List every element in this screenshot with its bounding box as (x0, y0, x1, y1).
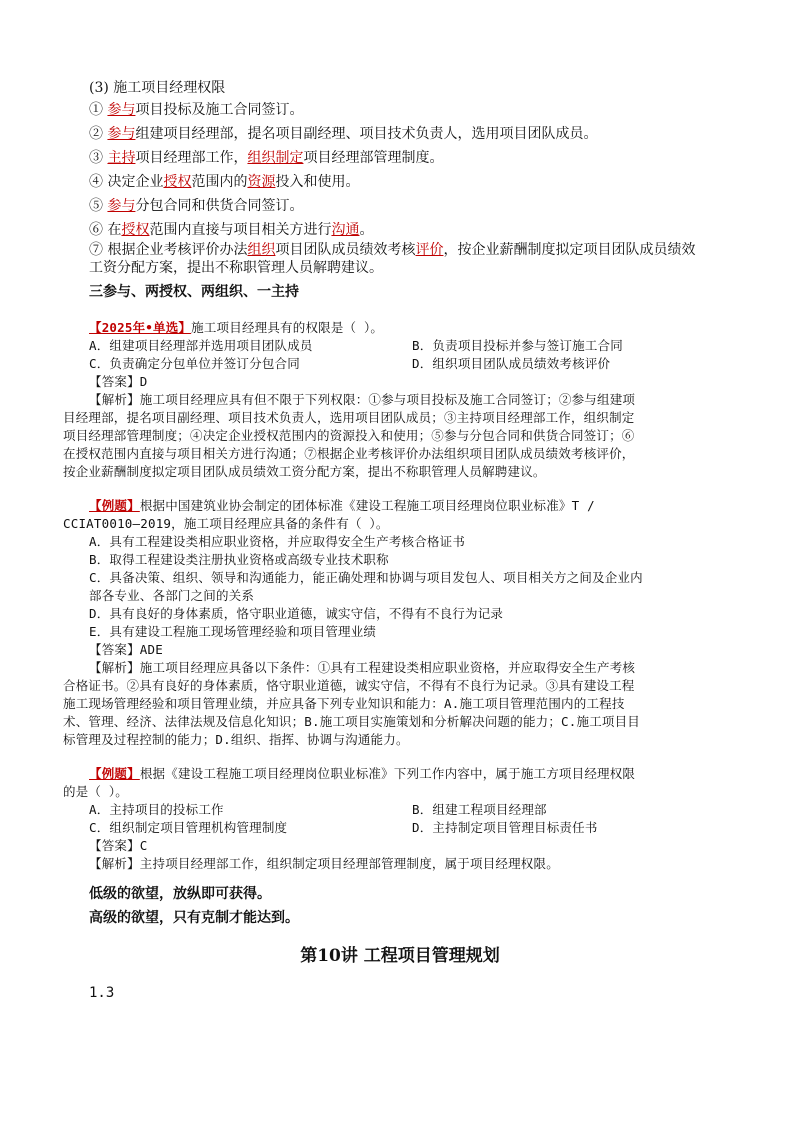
authority-item (89, 124, 597, 144)
answer: 【答案】D (89, 374, 148, 389)
analysis-line: 在授权范围内直接与项目相关方进行沟通；⑦根据企业考核评价办法组织项目团队成员绩效考核评价， (63, 446, 635, 461)
analysis-line: 目经理部，提名项目副经理、项目技术负责人，选用项目团队成员；③主持项目经理部工作，组织制定 (63, 410, 635, 425)
highlight-keyword: 主持 (107, 150, 136, 166)
item-text: 项目经理部工作， (135, 150, 248, 166)
item-number: ⑦ (89, 242, 108, 258)
highlight-keyword: 授权 (121, 222, 150, 238)
option-d: D．具有良好的身体素质，恪守职业道德，诚实守信，不得有不良行为记录 (89, 606, 504, 621)
highlight-keyword: 参与 (107, 126, 136, 142)
question-text-cont: 的是（ ）。 (63, 784, 128, 799)
answer: 【答案】ADE (89, 642, 163, 657)
section-heading: (3) 施工项目经理权限 (89, 80, 226, 96)
question-tag: 【2025年•单选】 (89, 320, 192, 335)
section-number: 1.3 (89, 985, 115, 1001)
authority-item (89, 100, 303, 120)
authority-item (89, 220, 373, 240)
item-number: ⑤ (89, 198, 108, 214)
item-text: 根据企业考核评价办法 (107, 242, 248, 258)
question-tag: 【例题】 (89, 498, 140, 513)
item-number: ⑥ (89, 222, 108, 238)
highlight-keyword: 组织 (247, 242, 276, 258)
option-d: D．主持制定项目管理目标责任书 (412, 820, 598, 835)
analysis-line: 项目经理部管理制度；④决定企业授权范围内的资源投入和使用；⑤参与分包合同和供货合同签订；⑥ (63, 428, 635, 443)
analysis-line: 术、管理、经济、法律法规及信息化知识；B.施工项目实施策划和分析解决问题的能力；C.施工项目目 (63, 714, 641, 729)
question-3-stem (89, 764, 635, 783)
item-text: 范围内直接与项目相关方进行 (149, 222, 332, 238)
summary-mnemonic: 三参与、两授权、两组织、一主持 (89, 284, 299, 300)
item-text: 组建项目经理部，提名项目副经理、项目技术负责人，选用项目团队成员。 (135, 126, 598, 142)
highlight-keyword: 组织制定 (247, 150, 304, 166)
question-2-stem (89, 496, 595, 515)
item-text: 项目团队成员绩效考核 (275, 242, 416, 258)
option-c: C．组织制定项目管理机构管理制度 (89, 820, 288, 835)
highlight-keyword: 授权 (163, 174, 192, 190)
highlight-keyword: 参与 (107, 102, 136, 118)
analysis-line: 施工现场管理经验和项目管理业绩，并应具备下列专业知识和能力：A.施工项目管理范围内的工程技 (63, 696, 625, 711)
answer: 【答案】C (89, 838, 148, 853)
item-text: 分包合同和供货合同签订。 (135, 198, 304, 214)
option-b: B．组建工程项目经理部 (412, 802, 547, 817)
item-number: ② (89, 126, 108, 142)
item-number: ③ (89, 150, 108, 166)
option-c: C．具备决策、组织、领导和沟通能力，能正确处理和协调与项目发包人、项目相关方之间及企业内 (89, 570, 643, 585)
item-text: 投入和使用。 (275, 174, 360, 190)
question-tag: 【例题】 (89, 766, 140, 781)
question-text: 根据《建设工程施工项目经理岗位职业标准》下列工作内容中，属于施工方项目经理权限 (139, 766, 636, 781)
item-text: 决定企业 (107, 174, 164, 190)
analysis-line: 合格证书。②具有良好的身体素质，恪守职业道德，诚实守信，不得有不良行为记录。③具有建设工程 (63, 678, 635, 693)
item-text: 项目投标及施工合同签订。 (135, 102, 304, 118)
analysis-line: 标管理及过程控制的能力；D.组织、指挥、协调与沟通能力。 (63, 732, 409, 747)
authority-item (89, 148, 443, 168)
option-a: A．组建项目经理部并选用项目团队成员 (89, 338, 313, 353)
authority-item (89, 172, 359, 192)
authority-item (89, 240, 695, 260)
analysis-line: 【解析】施工项目经理应具备以下条件：①具有工程建设类相应职业资格，并应取得安全生产考核 (89, 660, 636, 675)
highlight-keyword: 评价 (415, 242, 444, 258)
highlight-keyword: 资源 (247, 174, 276, 190)
analysis-line: 按企业薪酬制度拟定项目团队成员绩效工资分配方案，提出不称职管理人员解聘建议。 (63, 464, 546, 479)
option-a: A．具有工程建设类相应职业资格，并应取得安全生产考核合格证书 (89, 534, 466, 549)
analysis-line: 【解析】施工项目经理应具有但不限于下列权限：①参与项目投标及施工合同签订；②参与组建项 (89, 392, 636, 407)
option-a: A．主持项目的投标工作 (89, 802, 224, 817)
question-text: 根据中国建筑业协会制定的团体标准《建设工程施工项目经理岗位职业标准》T / (139, 498, 595, 513)
option-b: B．负责项目投标并参与签订施工合同 (412, 338, 623, 353)
highlight-keyword: 参与 (107, 198, 136, 214)
item-7-continuation: 工资分配方案，提出不称职管理人员解聘建议。 (89, 260, 383, 276)
analysis-line: 【解析】主持项目经理部工作，组织制定项目经理部管理制度，属于项目经理权限。 (89, 856, 559, 871)
option-c: C．负责确定分包单位并签订分包合同 (89, 356, 300, 371)
question-1-stem (89, 318, 383, 337)
item-text: ，按企业薪酬制度拟定项目团队成员绩效 (443, 242, 696, 258)
item-number: ① (89, 102, 108, 118)
item-text: 项目经理部管理制度。 (303, 150, 444, 166)
item-text: 在 (107, 222, 122, 238)
item-number: ④ (89, 174, 108, 190)
option-e: E．具有建设工程施工现场管理经验和项目管理业绩 (89, 624, 377, 639)
authority-item (89, 196, 303, 216)
motto-line-1: 低级的欲望，放纵即可获得。 (89, 886, 271, 902)
option-c-cont: 部各专业、各部门之间的关系 (89, 588, 255, 603)
question-text-cont: CCIAT0010—2019，施工项目经理应具备的条件有（ ）。 (63, 516, 389, 531)
motto-line-2: 高级的欲望，只有克制才能达到。 (89, 910, 299, 926)
item-text: 。 (359, 222, 374, 238)
question-text: 施工项目经理具有的权限是（ ）。 (191, 320, 384, 335)
item-text: 范围内的 (191, 174, 248, 190)
lecture-title: 第10讲 工程项目管理规划 (300, 946, 500, 966)
highlight-keyword: 沟通 (331, 222, 360, 238)
option-b: B．取得工程建设类注册执业资格或高级专业技术职称 (89, 552, 389, 567)
option-d: D．组织项目团队成员绩效考核评价 (412, 356, 611, 371)
